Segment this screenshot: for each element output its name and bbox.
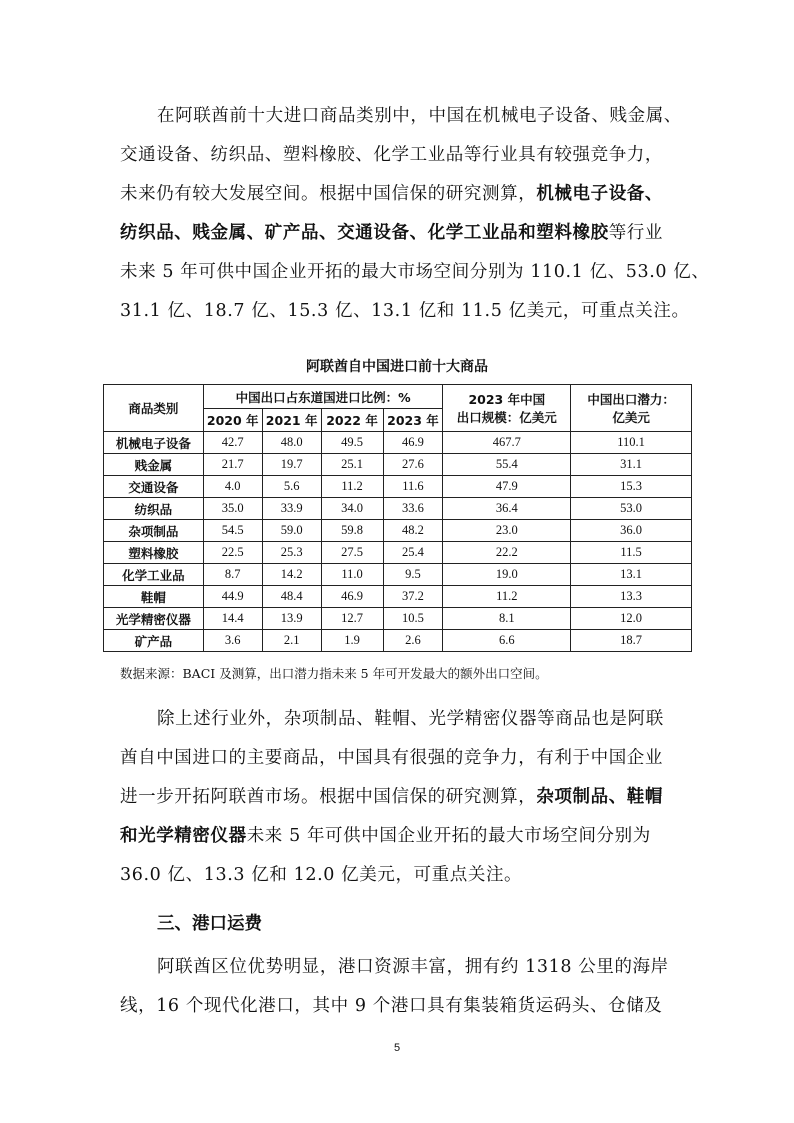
- cell-v2021: 5.6: [262, 476, 321, 498]
- cell-v2021: 14.2: [262, 564, 321, 586]
- table-row: [104, 454, 692, 476]
- bold-text: 和光学精密仪器: [120, 826, 247, 846]
- text-line: 未来 5 年可供中国企业开拓的最大市场空间分别为 110.1 亿、53.0 亿、: [120, 262, 710, 282]
- cell-v2022: 12.7: [321, 608, 383, 630]
- row-category: 塑料橡胶: [104, 542, 204, 564]
- cell-v2021: 59.0: [262, 520, 321, 542]
- header-year: 2021 年: [262, 409, 321, 432]
- cell-scale: 22.2: [443, 542, 571, 564]
- table-row: [104, 498, 692, 520]
- cell-v2020: 8.7: [203, 564, 262, 586]
- section-heading: 三、港口运费: [157, 914, 262, 934]
- cell-potential: 18.7: [571, 630, 692, 652]
- cell-v2021: 13.9: [262, 608, 321, 630]
- page-number: 5: [393, 1042, 401, 1054]
- cell-v2020: 54.5: [203, 520, 262, 542]
- cell-v2021: 48.0: [262, 432, 321, 454]
- cell-v2020: 35.0: [203, 498, 262, 520]
- row-category: 矿产品: [104, 630, 204, 652]
- cell-v2021: 25.3: [262, 542, 321, 564]
- cell-potential: 31.1: [571, 454, 692, 476]
- cell-v2022: 11.2: [321, 476, 383, 498]
- cell-v2022: 59.8: [321, 520, 383, 542]
- cell-potential: 13.1: [571, 564, 692, 586]
- paragraph-3: [120, 948, 680, 1026]
- cell-v2020: 14.4: [203, 608, 262, 630]
- cell-v2023: 48.2: [383, 520, 443, 542]
- text-line: 进一步开拓阿联酋市场。根据中国信保的研究测算，杂项制品、鞋帽: [120, 787, 664, 807]
- row-category: 化学工业品: [104, 564, 204, 586]
- row-category: 光学精密仪器: [104, 608, 204, 630]
- table-row: [104, 564, 692, 586]
- bold-text: 纺织品、贱金属、矿产品、交通设备、化学工业品和塑料橡胶: [120, 223, 609, 243]
- text-line: 除上述行业外，杂项制品、鞋帽、光学精密仪器等商品也是阿联: [157, 709, 664, 729]
- cell-potential: 53.0: [571, 498, 692, 520]
- cell-v2022: 1.9: [321, 630, 383, 652]
- cell-v2023: 33.6: [383, 498, 443, 520]
- row-category: 贱金属: [104, 454, 204, 476]
- text-line: 在阿联酋前十大进口商品类别中，中国在机械电子设备、贱金属、: [157, 106, 682, 126]
- header-ratio: 中国出口占东道国进口比例：%: [203, 385, 443, 409]
- cell-v2021: 2.1: [262, 630, 321, 652]
- bold-text: 机械电子设备、: [536, 184, 664, 204]
- header-category: 商品类别: [104, 385, 204, 432]
- cell-v2022: 11.0: [321, 564, 383, 586]
- cell-v2023: 10.5: [383, 608, 443, 630]
- cell-potential: 110.1: [571, 432, 692, 454]
- table-caption: 阿联酋自中国进口前十大商品: [306, 359, 488, 375]
- text-line: 阿联酋区位优势明显，港口资源丰富，拥有约 1318 公里的海岸: [157, 957, 669, 977]
- header-year: 2020 年: [203, 409, 262, 432]
- text-line: 36.0 亿、13.3 亿和 12.0 亿美元，可重点关注。: [120, 865, 523, 885]
- table-row: [104, 432, 692, 454]
- import-table: [103, 384, 692, 652]
- cell-potential: 15.3: [571, 476, 692, 498]
- table-row: [104, 476, 692, 498]
- cell-v2021: 19.7: [262, 454, 321, 476]
- text-line: 线，16 个现代化港口，其中 9 个港口具有集装箱货运码头、仓储及: [120, 996, 663, 1016]
- row-category: 交通设备: [104, 476, 204, 498]
- cell-v2023: 46.9: [383, 432, 443, 454]
- cell-scale: 23.0: [443, 520, 571, 542]
- paragraph-2: [120, 700, 680, 895]
- row-category: 机械电子设备: [104, 432, 204, 454]
- cell-v2022: 27.5: [321, 542, 383, 564]
- cell-potential: 13.3: [571, 586, 692, 608]
- cell-v2023: 37.2: [383, 586, 443, 608]
- cell-v2020: 42.7: [203, 432, 262, 454]
- cell-v2023: 2.6: [383, 630, 443, 652]
- text-line: 未来仍有较大发展空间。根据中国信保的研究测算，机械电子设备、: [120, 184, 664, 204]
- row-category: 纺织品: [104, 498, 204, 520]
- cell-potential: 12.0: [571, 608, 692, 630]
- cell-scale: 11.2: [443, 586, 571, 608]
- cell-v2021: 48.4: [262, 586, 321, 608]
- cell-v2023: 9.5: [383, 564, 443, 586]
- cell-scale: 55.4: [443, 454, 571, 476]
- header-year: 2023 年: [383, 409, 443, 432]
- source-note: 数据来源：BACI 及测算，出口潜力指未来 5 年可开发最大的额外出口空间。: [120, 666, 548, 681]
- row-category: 杂项制品: [104, 520, 204, 542]
- header-year: 2022 年: [321, 409, 383, 432]
- table-row: [104, 542, 692, 564]
- table-row: [104, 586, 692, 608]
- cell-v2023: 27.6: [383, 454, 443, 476]
- header-potential: 中国出口潜力： 亿美元: [571, 385, 692, 432]
- cell-v2020: 3.6: [203, 630, 262, 652]
- cell-v2022: 34.0: [321, 498, 383, 520]
- row-category: 鞋帽: [104, 586, 204, 608]
- cell-scale: 467.7: [443, 432, 571, 454]
- cell-scale: 6.6: [443, 630, 571, 652]
- table-row: [104, 520, 692, 542]
- cell-v2020: 21.7: [203, 454, 262, 476]
- cell-v2020: 4.0: [203, 476, 262, 498]
- table-row: [104, 630, 692, 652]
- cell-v2023: 11.6: [383, 476, 443, 498]
- cell-v2022: 46.9: [321, 586, 383, 608]
- text-line: 和光学精密仪器未来 5 年可供中国企业开拓的最大市场空间分别为: [120, 826, 651, 846]
- cell-v2022: 25.1: [321, 454, 383, 476]
- cell-scale: 36.4: [443, 498, 571, 520]
- cell-scale: 47.9: [443, 476, 571, 498]
- table-body: [104, 432, 692, 652]
- header-scale: 2023 年中国 出口规模：亿美元: [443, 385, 571, 432]
- text-line: 酋自中国进口的主要商品，中国具有很强的竞争力，有利于中国企业: [120, 748, 663, 768]
- text-line: 纺织品、贱金属、矿产品、交通设备、化学工业品和塑料橡胶等行业: [120, 223, 664, 243]
- cell-scale: 19.0: [443, 564, 571, 586]
- cell-scale: 8.1: [443, 608, 571, 630]
- text-line: 交通设备、纺织品、塑料橡胶、化学工业品等行业具有较强竞争力，: [120, 145, 663, 165]
- text-line: 31.1 亿、18.7 亿、15.3 亿、13.1 亿和 11.5 亿美元，可重点关注。: [120, 301, 690, 321]
- cell-potential: 11.5: [571, 542, 692, 564]
- bold-text: 杂项制品、鞋帽: [536, 787, 664, 807]
- table-row: [104, 608, 692, 630]
- cell-v2020: 44.9: [203, 586, 262, 608]
- cell-v2022: 49.5: [321, 432, 383, 454]
- paragraph-1: [120, 97, 710, 331]
- cell-potential: 36.0: [571, 520, 692, 542]
- cell-v2020: 22.5: [203, 542, 262, 564]
- cell-v2021: 33.9: [262, 498, 321, 520]
- cell-v2023: 25.4: [383, 542, 443, 564]
